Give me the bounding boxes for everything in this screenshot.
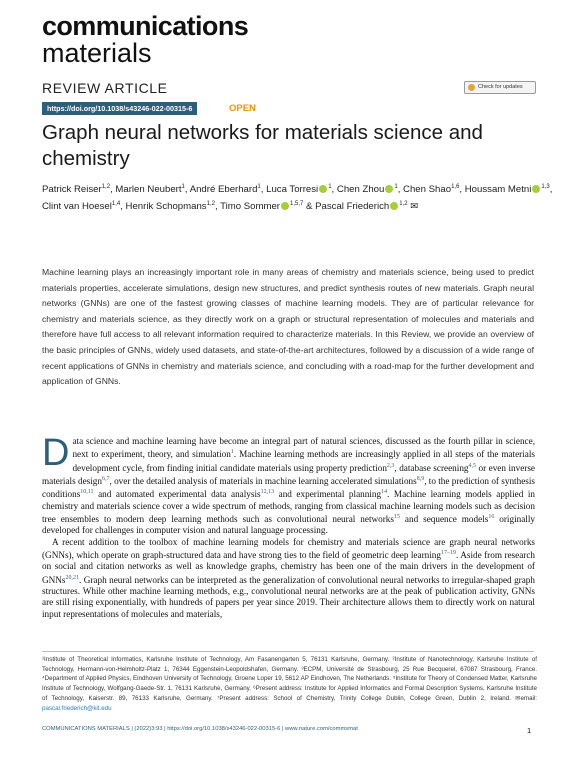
author-name[interactable]: Timo Sommer (220, 201, 281, 213)
author-affiliation-mark: 1,2 (206, 201, 215, 208)
author-affiliation-mark: 1 (181, 184, 185, 190)
body-text-segment: . Graph neural networks can be interpreted as the generalization of convolutional neural networks to irregular-shaped graph structures. While other machine learning methods, e.g., convolutional neural networks are at the peak of publication activity, GNNs are still rising exponentially, with hundreds of papers per year since 2019. Their architecture allows them to directly work on natural input representations of molecules and materials, (42, 574, 535, 619)
orcid-icon[interactable] (319, 185, 327, 193)
journal-name-line2: materials (42, 38, 152, 68)
page-number: 1 (527, 726, 532, 735)
update-badge-icon (468, 84, 475, 91)
citation-link[interactable]: 2,3 (386, 462, 395, 469)
citation-link[interactable]: 16 (488, 514, 495, 521)
citation-link[interactable]: 10,11 (80, 489, 94, 496)
author-affiliation-mark: 1 (328, 184, 332, 190)
citation-link[interactable]: 20,21 (65, 574, 79, 581)
citation-link[interactable]: 8,9 (416, 476, 425, 483)
orcid-icon[interactable] (385, 185, 393, 193)
doi-link[interactable]: https://doi.org/10.1038/s43246-022-00315-6 (42, 102, 197, 115)
drop-cap: D (42, 432, 70, 474)
author-name[interactable]: Chen Shao (403, 184, 452, 196)
body-text-segment: and automated experimental data analysis (93, 489, 261, 500)
author-name[interactable]: Patrick Reiser (42, 184, 102, 196)
citation-link[interactable]: 15 (393, 514, 400, 521)
footnote-divider (42, 651, 534, 652)
citation-link[interactable]: 12,13 (260, 489, 275, 496)
page-footer: COMMUNICATIONS MATERIALS | (2022)3:93 | https://doi.org/10.1038/s43246-022-00315-6 | www.nature.com/commsmat (42, 726, 358, 732)
body-text-segment: , database screening (394, 462, 469, 473)
body-text-segment: and experimental planning (274, 489, 382, 500)
journal-name-line1: communications (42, 11, 249, 41)
citation-link[interactable]: 14 (381, 489, 388, 496)
author-affiliation-mark: 1 (257, 184, 261, 190)
orcid-icon[interactable] (390, 202, 398, 210)
author-name[interactable]: Henrik Schopmans (125, 201, 207, 213)
citation-link[interactable]: 1 (230, 449, 234, 456)
body-text-segment: , over the detailed analysis of materials in machine learning accelerated simulations (109, 476, 417, 487)
check-for-updates-button[interactable] (464, 81, 536, 94)
author-name[interactable]: André Eberhard (189, 184, 258, 196)
email-link[interactable]: pascal.friederich@kit.edu (42, 704, 112, 712)
body-text-segment: and sequence models (399, 514, 489, 525)
body-text-segment: or even inverse materials design (42, 462, 535, 487)
author-name[interactable]: Luca Torresi (266, 184, 319, 196)
body-text-segment: . Aside from research on social and citation networks as well as knowledge graphs, chemistry has been one of the main drivers in the development of GNNs (42, 550, 536, 585)
author-list: Patrick Reiser$^{1,2}$, Marlen Neubert$^1$, André Eberhard$^1$, Luca Torresi $^1$, Chen Zhou $^1$, Chen Shao$^{1,6}$, Houssam Metni $^{1,3}$, Clint van Hoesel$^{1,4}$, Henrik Schopmans$^{1,2}$, Timo Sommer $^{1,5,7}$ & Pascal Friederich $^{1,2}$ ✉ (42, 184, 553, 213)
open-access-label: OPEN (229, 103, 256, 114)
orcid-icon[interactable] (281, 202, 289, 210)
author-name[interactable]: Chen Zhou (336, 184, 385, 196)
author-name[interactable]: Pascal Friederich (315, 201, 390, 213)
article-title: Graph neural networks for materials science and chemistry (42, 121, 483, 170)
abstract: Machine learning plays an increasingly important role in many areas of chemistry and materials science, being used to predict materials properties, accelerate simulations, design new structures, and predict synthesis routes of new materials. Graph neural networks (GNNs) are one of the fastest growing classes of machine learning models. They are of particular relevance for chemistry and materials science, as they directly work on a graph or structural representation of molecules and materials and therefore have full access to all relevant information required to characterize materials. In this Review, we provide an overview of the basic principles of GNNs, widely used datasets, and state-of-the-art architectures, followed by a discussion of a wide range of recent applications of GNNs in chemistry and materials science, and concluding with a road-map for the further development and application of GNNs. (42, 267, 534, 387)
orcid-icon[interactable] (532, 185, 540, 193)
citation-link[interactable]: 17–19 (441, 549, 456, 556)
body-text (42, 432, 536, 620)
author-affiliation-mark: 1,4 (111, 201, 121, 208)
body-text-segment: . Machine learning models applied in chemistry and materials science cover a wide spectrum of methods, ranging from classical machine learning models such as decision tree ensembles to modern deep learning methods such as convolutional neural networks (42, 489, 535, 525)
body-text-segment: ata science and machine learning have become an integral part of natural sciences, discussed as the fourth pillar in science, next to experiment, theory, and simulation (72, 436, 535, 460)
author-name[interactable]: Houssam Metni (464, 184, 532, 196)
affiliations (42, 655, 537, 713)
author-affiliation-mark: 1 (394, 184, 398, 190)
author-affiliation-mark: 1,3 (541, 184, 550, 190)
author-affiliation-mark: 1,5,7 (290, 201, 304, 208)
article-type: REVIEW ARTICLE (42, 80, 168, 96)
author-affiliation-mark: 1,6 (451, 184, 460, 190)
body-text-segment: A recent addition to the toolbox of machine learning models for chemistry and materials science are graph neural networks (GNNs), which operate on graph-structured data and have strong ties to the field of geometric deep learning (42, 536, 535, 561)
author-name[interactable]: Clint van Hoesel (42, 201, 112, 213)
author-affiliation-mark: 1,2 (399, 201, 408, 208)
body-text-segment: . Machine learning methods are increasingly applied in all steps of the materials development cycle, from finding initial candidate materials using property prediction (72, 449, 535, 473)
affiliations-text: ¹Institute of Theoretical Informatics, Karlsruhe Institute of Technology, Am Fasanengarten 5, 76131 Karlsruhe, Germany. ²Institute of Nanotechnology, Karlsruhe Institute of Technology, Hermann-von-Helmholtz-Platz 1, 76344 Eggenstein-Leopoldshafen, Germany. ³ECPM, Université de Strasbourg, 25 Rue Becquerel, 67087 Strasbourg, France. ⁴Department of Applied Physics, Eindhoven University of Technology, Groene Loper 19, 5612 AP Eindhoven, The Netherlands. ⁵Institute for Theory of Condensed Matter, Karlsruhe Institute of Technology, Wolfgang-Gaede-Str. 1, 76131 Karlsruhe, Germany. ⁶Present address: Institute for Applied Informatics and Formal Description Systems, Karlsruhe Institute of Technology, Kaiserstr. 89, 76133 Karlsruhe, Germany. ⁷Present address: School of Chemistry, Trinity College Dublin, College Green, Dublin 2, Ireland. ✉email: (42, 656, 537, 702)
body-text-segment: originally developed for challenges in computer vision and natural language processing. (42, 514, 535, 536)
citation-link[interactable]: 6,7 (101, 476, 110, 483)
author-name[interactable]: Marlen Neubert (115, 184, 182, 196)
check-for-updates-label: Check for updates (478, 84, 523, 90)
citation-link[interactable]: 4,5 (468, 462, 477, 469)
body-text-segment: , to the prediction of synthesis conditions (42, 476, 535, 500)
author-affiliation-mark: 1,2 (101, 184, 111, 190)
